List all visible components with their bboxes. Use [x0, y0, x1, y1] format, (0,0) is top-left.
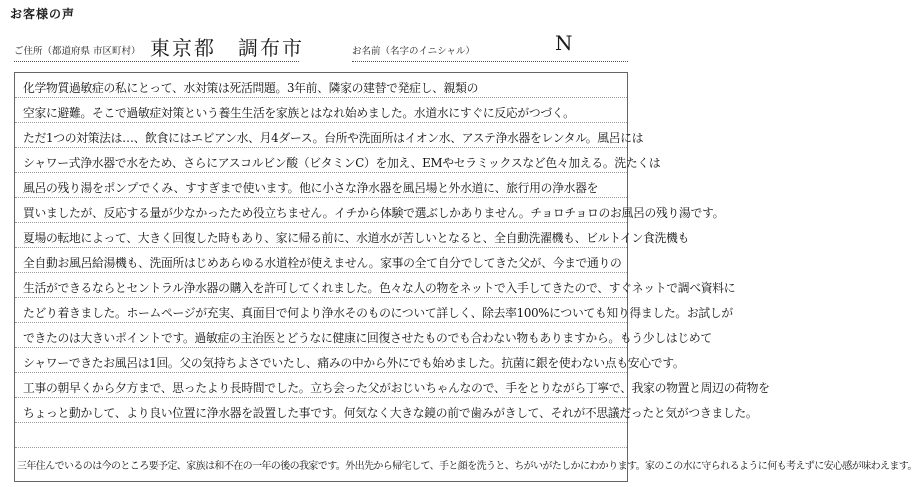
handwritten-line: ちょっと動かして、より良い位置に浄水器を設置した事です。何気なく大きな鏡の前で歯みがきして、それが不思議だったと気がつきました。: [23, 406, 758, 420]
ruled-line: [15, 372, 627, 373]
ruled-line: [15, 97, 627, 98]
name-label: お名前（名字のイニシャル）: [352, 46, 475, 57]
ruled-line: [15, 122, 627, 123]
address-label: ご住所（都道府県 市区町村）: [14, 46, 141, 57]
ruled-line: [15, 272, 627, 273]
address-value: 東京都 調布市: [150, 36, 304, 60]
ruled-line: [15, 197, 627, 198]
ruled-line: [15, 247, 627, 248]
ruled-line: [15, 147, 627, 148]
testimonial-box: [14, 72, 917, 482]
handwritten-line: 三年住んでいるのは今のところ要予定、家族は和不在の一年の後の我家です。外出先から帰宅して、手と顔を洗うと、ちがいがたしかにわかります。家のこの水に守られるように何も考えずに安心感が味わえます。: [17, 461, 917, 472]
address-underline: [14, 61, 299, 62]
ruled-line: [15, 422, 627, 423]
handwritten-line: 買いましたが、反応する量が少なかったため役立ちません。イチから体験で選ぶしかありません。チョロチョロのお風呂の残り湯です。: [23, 206, 725, 220]
handwritten-line: 工事の朝早くから夕方まで、思ったより長時間でした。立ち会った父がおじいちゃんなので、手をとりながら丁寧で、我家の物置と周辺の荷物を: [23, 381, 770, 395]
form-title: お客様の声: [10, 7, 76, 21]
handwritten-line: 風呂の残り湯をポンプでくみ、すすぎまで使います。他に小さな浄水器を風呂場と外水道に、旅行用の浄水器を: [23, 181, 599, 195]
handwritten-line: たどり着きました。ホームページが充実、真面目で何より浄水そのものについて詳しく、除去率100%についても知り得ました。お試しが: [23, 306, 733, 320]
ruled-line: [15, 222, 627, 223]
handwritten-line: 夏場の転地によって、大きく回復した時もあり、家に帰る前に、水道水が苦しいとなると、全自動洗濯機も、ビルトイン食洗機も: [23, 231, 689, 245]
ruled-line: [15, 347, 627, 348]
name-value: N: [555, 31, 573, 55]
handwritten-line: シャワーできたお風呂は1回。父の気持ちよさでいたし、痛みの中から外にでも始めました。抗菌に銀を使わない点も安心です。: [23, 356, 685, 370]
handwritten-line: できたのは大きいポイントです。過敏症の主治医とどうなに健康に回復させたものでも合わない物もありますから。もう少しはじめて: [23, 331, 712, 345]
ruled-line: [15, 397, 627, 398]
ruled-line: [15, 322, 627, 323]
handwritten-line: ただ1つの対策法は…、飲食にはエビアン水、月4ダース。台所や洗面所はイオン水、アステ浄水器をレンタル。風呂には: [23, 131, 644, 145]
ruled-line: [15, 447, 627, 448]
ruled-line: [15, 297, 627, 298]
handwritten-line: シャワー式浄水器で水をため、さらにアスコルビン酸（ビタミンC）を加え、EMやセラミックスなど色々加える。洗たくは: [23, 156, 661, 170]
handwritten-line: 生活ができるならとセントラル浄水器の購入を許可してくれました。色々な人の物をネットで入手してきたので、すぐネットで調べ資料に: [23, 281, 736, 295]
name-underline: [352, 61, 628, 62]
ruled-line: [15, 172, 627, 173]
handwritten-line: 空家に避難。そこで過敏症対策という養生生活を家族とはなれ始めました。水道水にすぐに反応がつづく。: [23, 106, 575, 120]
handwritten-line: 化学物質過敏症の私にとって、水対策は死活問題。3年前、隣家の建替で発症し、親類の: [23, 81, 479, 95]
handwritten-line: 全自動お風呂給湯機も、洗面所はじめあらゆる水道栓が使えません。家事の全て自分でしてきた父が、今まで通りの: [23, 256, 622, 270]
